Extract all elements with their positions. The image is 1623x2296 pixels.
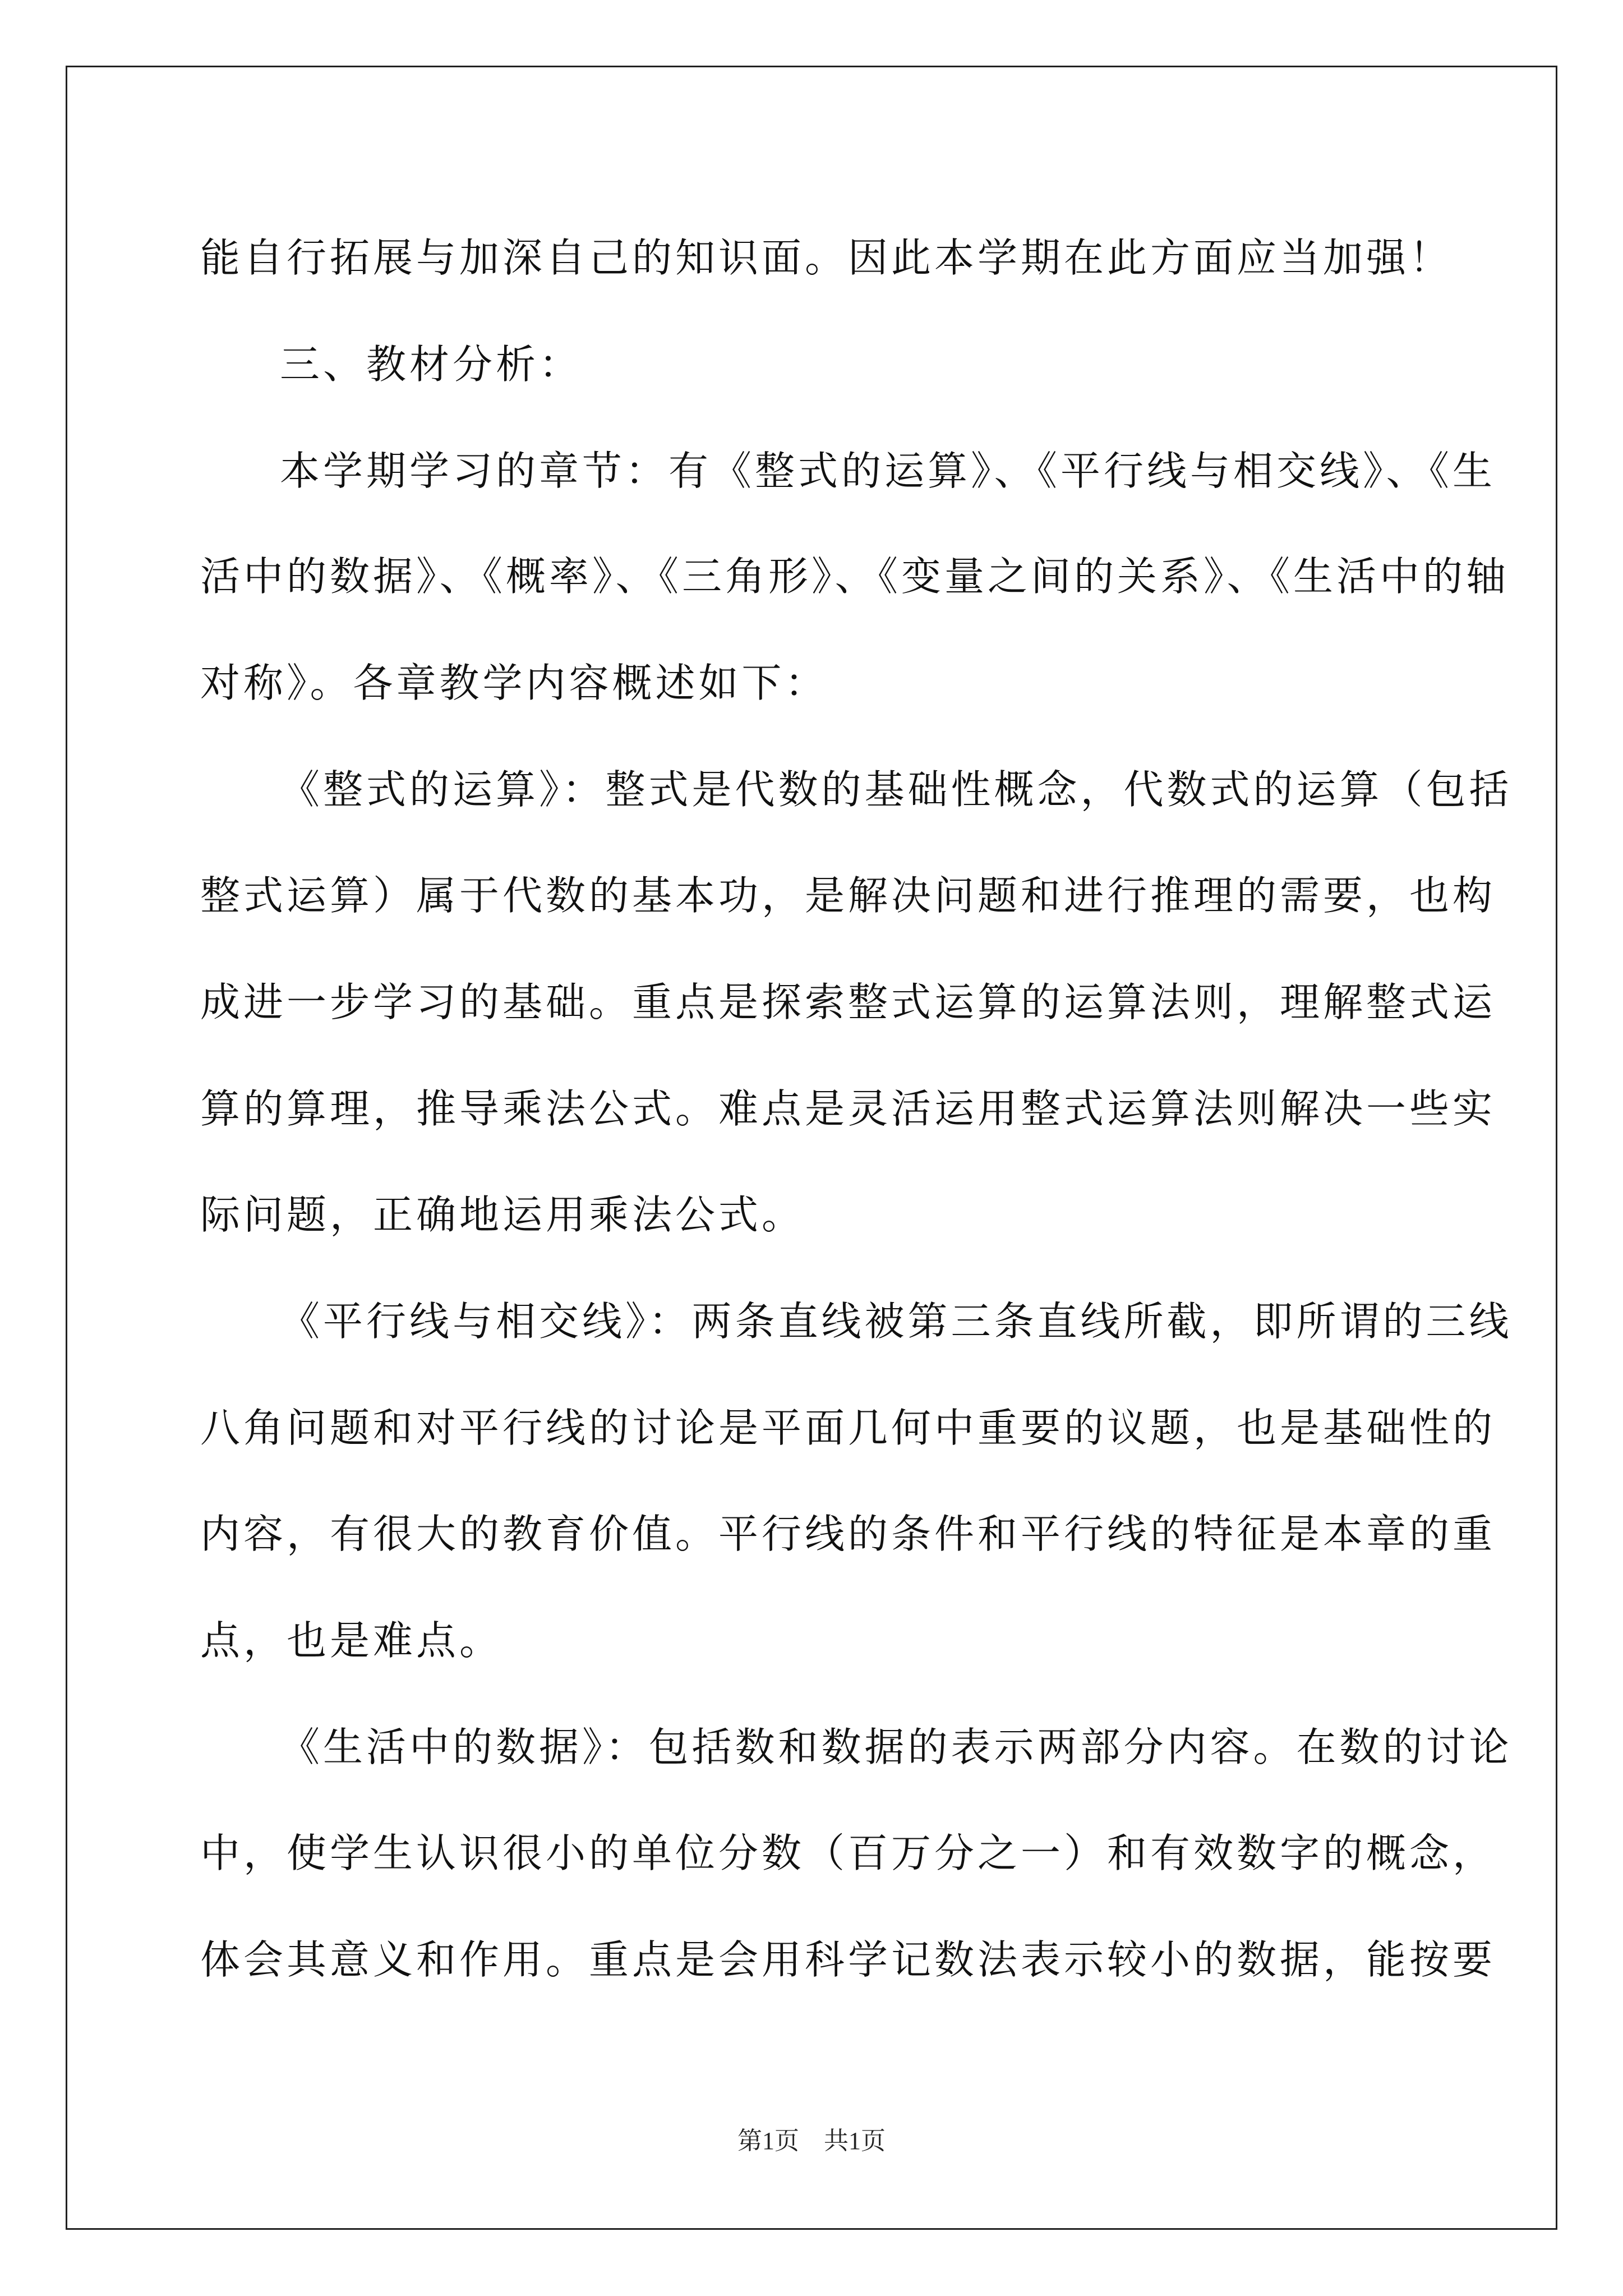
text-line: 《生活中的数据》：包括数和数据的表示两部分内容。在数的讨论 (280, 1724, 1513, 1770)
text-line: 《平行线与相交线》：两条直线被第三条直线所截，即所谓的三线 (280, 1298, 1513, 1345)
text-line: 点，也是难点。 (200, 1617, 503, 1664)
text-line: 八角问题和对平行线的讨论是平面几何中重要的议题，也是基础性的 (200, 1405, 1496, 1451)
page-number: 第1页 共1页 (737, 2127, 886, 2155)
text-line: 中，使学生认识很小的单位分数（百万分之一）和有效数字的概念， (200, 1830, 1496, 1876)
text-line: 本学期学习的章节：有《整式的运算》、《平行线与相交线》、《生 (280, 448, 1496, 494)
text-line: 算的算理，推导乘法公式。难点是灵活运用整式运算法则解决一些实 (200, 1085, 1496, 1132)
section-heading: 三、教材分析： (280, 341, 583, 388)
text-line: 体会其意义和作用。重点是会用科学记数法表示较小的数据，能按要 (200, 1936, 1496, 1983)
text-line: 对称》。各章教学内容概述如下： (200, 660, 828, 706)
text-line: 《整式的运算》：整式是代数的基础性概念，代数式的运算（包括 (280, 766, 1513, 813)
text-line: 内容，有很大的教育价值。平行线的条件和平行线的特征是本章的重 (200, 1511, 1496, 1557)
text-line: 成进一步学习的基础。重点是探索整式运算的运算法则，理解整式运 (200, 979, 1496, 1025)
text-line: 能自行拓展与加深自己的知识面。因此本学期在此方面应当加强！ (200, 234, 1453, 281)
text-line: 际问题，正确地运用乘法公式。 (200, 1191, 805, 1238)
text-line: 整式运算）属于代数的基本功，是解决问题和进行推理的需要，也构 (200, 872, 1496, 919)
text-line: 活中的数据》、《概率》、《三角形》、《变量之间的关系》、《生活中的轴 (200, 553, 1510, 600)
